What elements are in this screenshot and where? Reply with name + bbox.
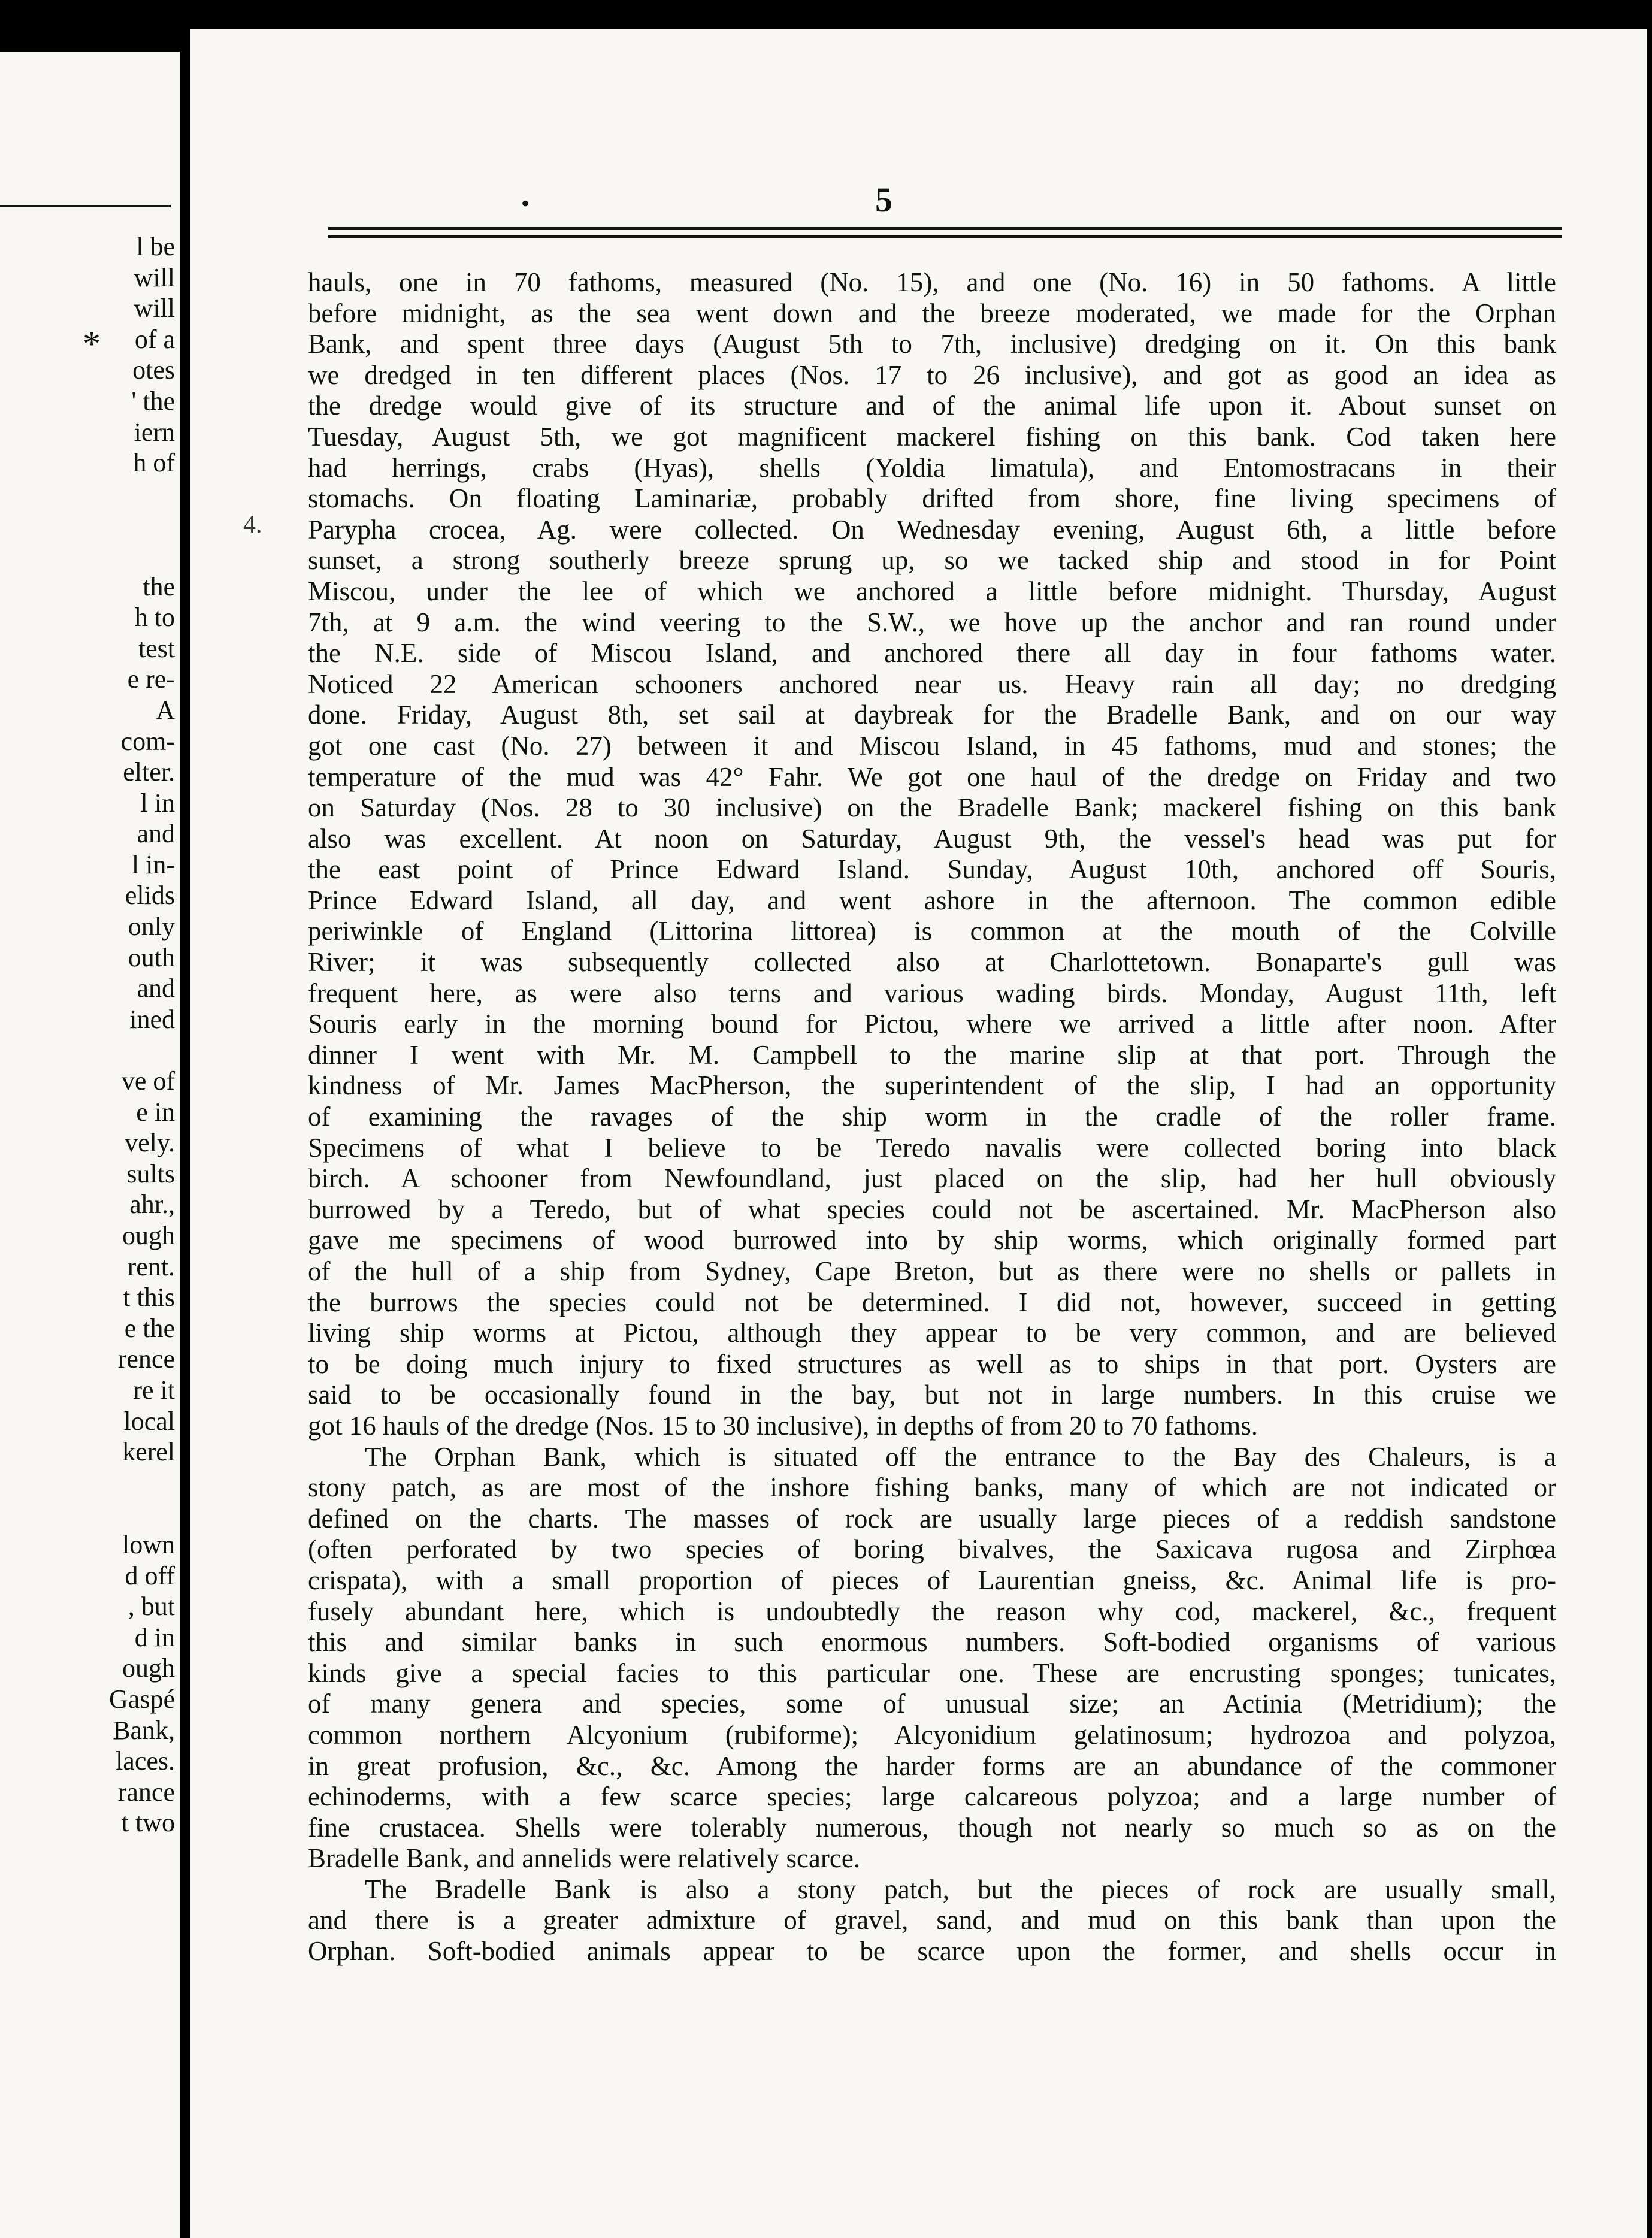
text-line: the N.E. side of Miscou Island, and anchored there all day in four fathoms water.	[308, 638, 1556, 669]
left-fragment-line: com-	[120, 726, 175, 756]
left-fragment-line	[31, 540, 175, 571]
left-fragment-line: ined	[129, 1004, 175, 1034]
text-line: fine crustacea. Shells were tolerably numerous, though not nearly so much so as on the	[308, 1812, 1556, 1843]
left-fragment-line	[31, 509, 175, 540]
left-fragment-line: kerel	[122, 1437, 175, 1467]
left-fragment-line: l be	[136, 232, 175, 261]
text-line: temperature of the mud was 42° Fahr. We got one haul of the dredge on Friday and two	[308, 761, 1556, 792]
text-line: stony patch, as are most of the inshore fishing banks, many of which are not indicated or	[308, 1472, 1556, 1503]
text-line: also was excellent. At noon on Saturday, August 9th, the vessel's head was put for	[308, 823, 1556, 854]
text-line: River; it was subsequently collected also at Charlottetown. Bonaparte's gull was	[308, 947, 1556, 978]
left-fragment-line: local	[123, 1406, 175, 1436]
body-text	[308, 267, 1556, 1967]
left-fragment-line: Gaspé	[109, 1684, 175, 1714]
text-line: Miscou, under the lee of which we anchored a little before midnight. Thursday, August	[308, 576, 1556, 606]
text-line: Tuesday, August 5th, we got magnificent mackerel fishing on this bank. Cod taken here	[308, 421, 1556, 452]
left-fragment-line: only	[128, 912, 175, 942]
left-fragment-line: iern	[134, 417, 175, 447]
text-line: in great profusion, &c., &c. Among the harder forms are an abundance of the commoner	[308, 1750, 1556, 1781]
left-fragment-line: rent.	[127, 1251, 175, 1281]
left-fragment-line: ough	[122, 1221, 175, 1250]
left-fragment-line: t this	[123, 1283, 175, 1312]
text-line: common northern Alcyonium (rubiforme); Alcyonidium gelatinosum; hydrozoa and polyzoa,	[308, 1719, 1556, 1750]
left-fragment-line: rance	[117, 1777, 175, 1807]
text-line: echinoderms, with a few scarce species; large calcareous polyzoa; and a large number of	[308, 1782, 1556, 1812]
text-line: hauls, one in 70 fathoms, measured (No. 15), and one (No. 16) in 50 fathoms. A little	[308, 267, 1556, 297]
left-fragment-line: l in-	[131, 849, 175, 879]
left-fragment-line: Bank,	[113, 1715, 175, 1745]
text-line: the dredge would give of its structure and of the animal life upon it. About sunset on	[308, 391, 1556, 421]
left-fragment-line	[31, 1035, 175, 1066]
left-fragment-line: re it	[133, 1375, 175, 1405]
text-line: the east point of Prince Edward Island. Sunday, August 10th, anchored off Souris,	[308, 854, 1556, 885]
margin-pencil-note: 4.	[243, 511, 262, 539]
header-rule-thick	[328, 227, 1562, 230]
header-rule-thin	[328, 235, 1562, 238]
left-page-fragments	[31, 231, 175, 1838]
paragraph	[308, 1874, 1556, 1967]
left-fragment-line: otes	[132, 355, 175, 385]
text-line: the burrows the species could not be determined. I did not, however, succeed in getting	[308, 1287, 1556, 1317]
left-fragment-line: , but	[128, 1592, 175, 1622]
left-fragment-line: h to	[134, 603, 175, 633]
text-line: said to be occasionally found in the bay, but not in large numbers. In this cruise we	[308, 1380, 1556, 1410]
text-line: living ship worms at Pictou, although they appear to be very common, and are believed	[308, 1318, 1556, 1348]
text-line: we dredged in ten different places (Nos. 17 to 26 inclusive), and got as good an idea as	[308, 359, 1556, 390]
left-fragment-line: laces.	[116, 1746, 175, 1776]
text-line: defined on the charts. The masses of rock are usually large pieces of a reddish sandstone	[308, 1503, 1556, 1534]
text-line: stomachs. On floating Laminariæ, probably drifted from shore, fine living specimens of	[308, 483, 1556, 514]
text-line: Parypha crocea, Ag. were collected. On Wednesday evening, August 6th, a little before	[308, 514, 1556, 545]
left-fragment-line: lown	[122, 1529, 175, 1559]
left-fragment-line: t two	[121, 1808, 175, 1838]
left-fragment-line	[31, 1468, 175, 1499]
text-line: Specimens of what I believe to be Teredo navalis were collected boring into black	[308, 1132, 1556, 1163]
text-line: had herrings, crabs (Hyas), shells (Yoldia limatula), and Entomostracans in their	[308, 452, 1556, 483]
left-fragment-line: sults	[126, 1159, 175, 1188]
page-number: 5	[875, 180, 892, 219]
text-line: Noticed 22 American schooners anchored near us. Heavy rain all day; no dredging	[308, 669, 1556, 699]
text-line: kinds give a special facies to this particular one. These are encrusting sponges; tunicates,	[308, 1658, 1556, 1688]
left-fragment-line: e in	[136, 1097, 175, 1127]
left-fragment-line: and	[137, 973, 175, 1003]
text-line: of examining the ravages of the ship worm in the cradle of the roller frame.	[308, 1102, 1556, 1132]
margin-star-mark: *	[83, 324, 101, 364]
text-line: of the hull of a ship from Sydney, Cape Breton, but as there were no shells or pallets in	[308, 1256, 1556, 1286]
left-fragment-line: and	[137, 819, 175, 849]
left-fragment-line: will	[134, 262, 175, 292]
paragraph	[308, 1442, 1556, 1874]
text-line: this and similar banks in such enormous numbers. Soft-bodied organisms of various	[308, 1627, 1556, 1658]
text-line: gave me specimens of wood burrowed into by ship worms, which originally formed part	[308, 1225, 1556, 1256]
text-line: Souris early in the morning bound for Pictou, where we arrived a little after noon. After	[308, 1009, 1556, 1039]
left-page-rule	[0, 205, 171, 207]
right-page	[190, 29, 1647, 2238]
text-line: crispata), with a small proportion of pieces of Laurentian gneiss, &c. Animal life is pro-	[308, 1565, 1556, 1595]
left-fragment-line: d off	[125, 1560, 175, 1590]
left-fragment-line: vely.	[125, 1128, 175, 1158]
left-fragment-line: h of	[133, 448, 175, 478]
text-line: Prince Edward Island, all day, and went ashore in the afternoon. The common edible	[308, 885, 1556, 915]
text-line: before midnight, as the sea went down and the breeze moderated, we made for the Orphan	[308, 298, 1556, 328]
text-line: Bank, and spent three days (August 5th to 7th, inclusive) dredging on it. On this bank	[308, 329, 1556, 359]
left-fragment-line: A	[156, 695, 175, 725]
left-fragment-line: outh	[128, 942, 175, 972]
text-line: frequent here, as were also terns and various wading birds. Monday, August 11th, left	[308, 978, 1556, 1008]
left-fragment-line: will	[134, 294, 175, 323]
text-line: (often perforated by two species of boring bivalves, the Saxicava rugosa and Zirphœa	[308, 1534, 1556, 1565]
text-line: of many genera and species, some of unusual size; an Actinia (Metridium); the	[308, 1689, 1556, 1719]
text-line: got 16 hauls of the dredge (Nos. 15 to 30 inclusive), in depths of from 20 to 70 fathoms.	[308, 1410, 1258, 1441]
left-fragment-line: the	[143, 571, 175, 601]
left-fragment-line: of a	[134, 324, 175, 354]
text-line: fusely abundant here, which is undoubtedly the reason why cod, mackerel, &c., frequent	[308, 1596, 1556, 1626]
left-page-edge	[0, 52, 180, 2238]
left-fragment-line: elter.	[123, 757, 175, 787]
left-fragment-line	[31, 479, 175, 510]
text-line: 7th, at 9 a.m. the wind veering to the S.W., we hove up the anchor and ran round under	[308, 607, 1556, 637]
text-line: kindness of Mr. James MacPherson, the superintendent of the slip, I had an opportunity	[308, 1070, 1556, 1101]
text-line: Orphan. Soft-bodied animals appear to be scarce upon the former, and shells occur in	[308, 1936, 1556, 1967]
text-line: to be doing much injury to fixed structures as well as to ships in that port. Oysters are	[308, 1348, 1556, 1379]
text-line: The Bradelle Bank is also a stony patch, but the pieces of rock are usually small,	[365, 1874, 1556, 1904]
text-line: burrowed by a Teredo, but of what species could not be ascertained. Mr. MacPherson also	[308, 1194, 1556, 1224]
paragraph	[308, 267, 1556, 1442]
ink-dot: •	[521, 190, 530, 217]
text-line: dinner I went with Mr. M. Campbell to the marine slip at that port. Through the	[308, 1039, 1556, 1070]
text-line: on Saturday (Nos. 28 to 30 inclusive) on the Bradelle Bank; mackerel fishing on this bank	[308, 793, 1556, 823]
left-fragment-line: e re-	[127, 664, 175, 694]
left-fragment-line: d in	[134, 1622, 175, 1652]
left-fragment-line: e the	[124, 1313, 175, 1343]
text-line: and there is a greater admixture of gravel, sand, and mud on this bank than upon the	[308, 1905, 1556, 1935]
text-line: done. Friday, August 8th, set sail at daybreak for the Bradelle Bank, and on our way	[308, 700, 1556, 730]
left-fragment-line: test	[138, 633, 175, 663]
left-fragment-line: l in	[140, 788, 175, 818]
left-fragment-line: ve of	[121, 1066, 175, 1096]
left-fragment-line: rence	[117, 1344, 175, 1374]
left-fragment-line: elids	[125, 881, 175, 911]
text-line: periwinkle of England (Littorina littorea) is common at the mouth of the Colville	[308, 916, 1556, 946]
left-fragment-line: ough	[122, 1653, 175, 1683]
left-fragment-line	[31, 1498, 175, 1529]
text-line: got one cast (No. 27) between it and Miscou Island, in 45 fathoms, mud and stones; the	[308, 730, 1556, 761]
left-fragment-line: ' the	[131, 386, 175, 416]
text-line: sunset, a strong southerly breeze sprung up, so we tacked ship and stood in for Point	[308, 545, 1556, 576]
text-line: The Orphan Bank, which is situated off the entrance to the Bay des Chaleurs, is a	[365, 1441, 1556, 1472]
text-line: Bradelle Bank, and annelids were relatively scarce.	[308, 1843, 861, 1874]
text-line: birch. A schooner from Newfoundland, just placed on the slip, had her hull obviously	[308, 1163, 1556, 1194]
left-fragment-line: ahr.,	[129, 1190, 175, 1220]
